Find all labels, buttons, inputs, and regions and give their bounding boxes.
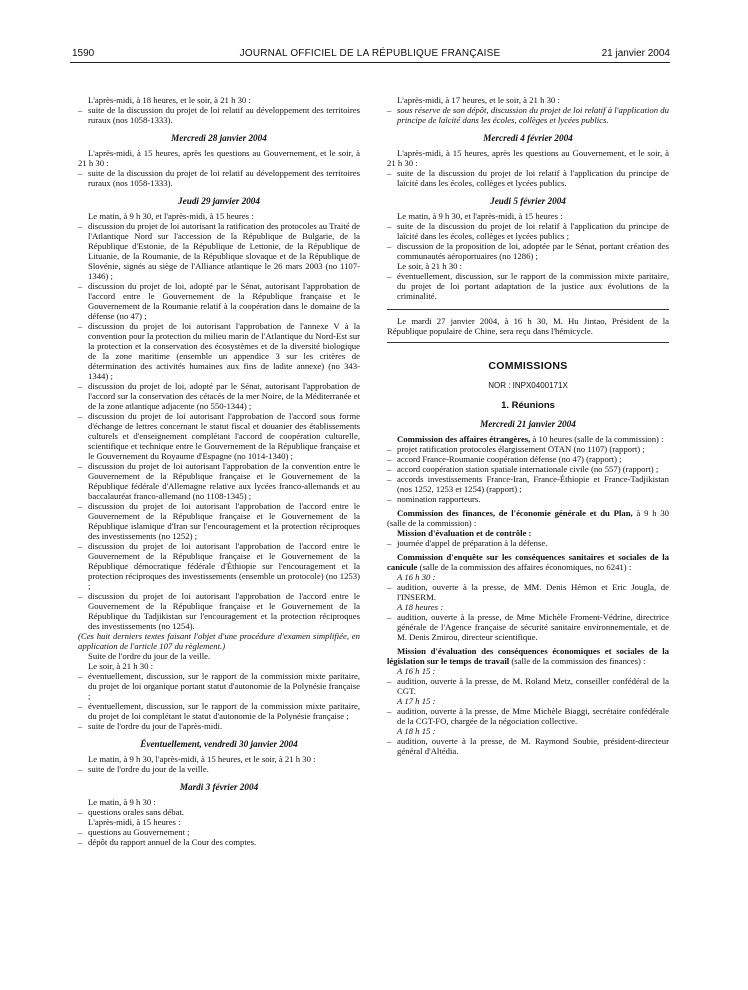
paragraph: Le matin, à 9 h 30 :	[88, 797, 156, 807]
list-item: – discussion du projet de loi autorisant l'approbation de la convention entre le Gouvernement de la République française et le Gouvernement de la République fédérale d'Allemagne relative aux lycées franco-allemands et au baccalauréat franco-allemand (no 1108-1345) ;	[78, 461, 360, 501]
list-item: – suite de l'ordre du jour de la veille.	[78, 764, 360, 774]
item-list	[387, 612, 669, 642]
paragraph: L'après-midi, à 17 heures, et le soir, à 21 h 30 :	[397, 95, 560, 105]
list-item: – discussion du projet de loi, adopté par le Sénat, autorisant l'approbation de l'accord entre le Gouvernement de la République française et le Gouvernement de la Roumanie relatif à la coopération dans le domaine de la défense (no 47) ;	[78, 281, 360, 321]
item-list	[78, 105, 360, 125]
paragraph: L'après-midi, à 15 heures :	[88, 817, 181, 827]
list-item: – suite de la discussion du projet de loi relatif au développement des territoires ruraux (nos 1058-1333).	[78, 168, 360, 188]
item-list	[387, 538, 669, 548]
list-item: – dépôt du rapport annuel de la Cour des comptes.	[78, 837, 360, 847]
left-column	[78, 95, 360, 847]
commission-heading	[387, 434, 669, 444]
day-heading: Mercredi 21 janvier 2004	[480, 419, 576, 429]
right-column	[387, 95, 669, 756]
commission-heading	[387, 552, 669, 572]
list-item: – discussion du projet de loi autorisant la ratification des protocoles au Traité de l'Atlantique Nord sur l'accession de la République de Bulgarie, de la République d'Estonie, de la République de Lettonie, de la République de Lituanie, de la Roumanie, de la République slovaque et de la République de Slovénie, signés au siège de l'Alliance atlantique le 26 mars 2003 (no 1107-1346) ;	[78, 221, 360, 281]
page-number: 1590	[72, 48, 95, 59]
notice-box	[387, 309, 669, 343]
notice-text: Le mardi 27 janvier 2004, à 16 h 30, M. Hu Jintao, Président de la République populaire de Chine, sera reçu dans l'hémicycle.	[387, 316, 669, 336]
item-list	[78, 221, 360, 631]
list-item: – suite de la discussion du projet de loi relatif au développement des territoires ruraux (nos 1058-1333).	[78, 105, 360, 125]
commission-name: Commission des affaires étrangères,	[397, 434, 531, 444]
list-item: – discussion du projet de loi autorisant l'approbation de l'accord entre le Gouvernement de la République française et le Gouvernement de la République islamique d'Iran sur l'encouragement et la protection réciproques des investissements (no 1252) ;	[78, 501, 360, 541]
time-label: A 16 h 30 :	[397, 572, 436, 582]
subsection-title: 1. Réunions	[501, 400, 555, 411]
paragraph: Suite de l'ordre du jour de la veille.	[88, 651, 211, 661]
time-label: A 18 h 15 :	[397, 726, 436, 736]
list-item: – suite de l'ordre du jour de l'après-midi.	[78, 721, 360, 731]
day-heading: Jeudi 29 janvier 2004	[178, 196, 260, 206]
commission-heading	[387, 508, 669, 528]
mission-label: Mission d'évaluation et de contrôle :	[397, 528, 532, 538]
commission-name: Commission d'enquête sur les conséquences sanitaires et sociales de la canicule	[387, 552, 669, 572]
time-label: A 17 h 15 :	[397, 696, 436, 706]
day-heading: Mercredi 28 janvier 2004	[171, 133, 267, 143]
paragraph: Le soir, à 21 h 30 :	[397, 261, 463, 271]
list-item: – audition, ouverte à la presse, de Mme Michèle Froment-Védrine, directrice générale de l'Agence française de sécurité sanitaire environnementale, et de M. Denis Zmirou, directeur scientifique.	[387, 612, 669, 642]
list-item: – audition, ouverte à la presse, de M. Raymond Soubie, président-directeur général d'Altédia.	[387, 736, 669, 756]
item-list	[387, 706, 669, 726]
list-item: – accord coopération station spatiale internationale civile (no 557) (rapport) ;	[387, 464, 669, 474]
commission-details: (salle de la commission des affaires économiques, no 6241) :	[419, 562, 632, 572]
list-item: – suite de la discussion du projet de loi relatif à l'application du principe de laïcité dans les écoles, collèges et lycées publics ;	[387, 221, 669, 241]
list-item: – discussion du projet de loi autorisant l'approbation de l'accord sous forme d'échange de lettres concernant le statut fiscal et douanier des établissements culturels et d'enseignement complétant l'accord de coopération culturelle, scientifique et technique entre le Gouvernement de la République française et le Gouvernement du Royaume d'Espagne (no 1014-1340) ;	[78, 411, 360, 461]
list-item: – discussion du projet de loi autorisant l'approbation de l'accord entre le Gouvernement de la République française et le Gouvernement de la République démocratique fédérale d'Éthiopie sur l'encouragement et la protection réciproques des investissements (ensemble un protocole) (no 1253) ;	[78, 541, 360, 591]
list-item: – audition, ouverte à la presse, de MM. Denis Hémon et Eric Jougla, de l'INSERM.	[387, 582, 669, 602]
list-item: – questions au Gouvernement ;	[78, 827, 360, 837]
list-item: – audition, ouverte à la presse, de M. Roland Metz, conseiller confédéral de la CGT.	[387, 676, 669, 696]
item-list	[387, 676, 669, 696]
paragraph: Le soir, à 21 h 30 :	[88, 661, 154, 671]
item-list	[387, 582, 669, 602]
section-title: COMMISSIONS	[488, 360, 568, 372]
header-rule	[70, 62, 670, 63]
list-item: – éventuellement, discussion, sur le rapport de la commission mixte paritaire, du projet de loi portant adaptation de la justice aux évolutions de la criminalité.	[387, 271, 669, 301]
procedure-note: (Ces huit derniers textes faisant l'objet d'une procédure d'examen simplifiée, en application de l'article 107 du règlement.)	[78, 631, 360, 651]
time-label: A 16 h 15 :	[397, 666, 436, 676]
commission-details: à 9 h 30 (salle de la commission) :	[387, 508, 670, 528]
item-list	[387, 221, 669, 261]
list-item: – sous réserve de son dépôt, discussion du projet de loi relatif à l'application du principe de laïcité dans les écoles, collèges et lycées publics.	[387, 105, 669, 125]
list-item: – accords investissements France-Iran, France-Éthiopie et France-Tadjikistan (nos 1252, 1253 et 1254) (rapport) ;	[387, 474, 669, 494]
item-list	[78, 168, 360, 188]
list-item: – questions orales sans débat.	[78, 807, 360, 817]
time-label: A 18 heures :	[397, 602, 444, 612]
list-item: – accord France-Roumanie coopération défense (no 47) (rapport) ;	[387, 454, 669, 464]
list-item: – discussion de la proposition de loi, adoptée par le Sénat, portant création des communautés aéroportuaires (no 1286) ;	[387, 241, 669, 261]
commission-details: à 10 heures (salle de la commission) :	[532, 434, 664, 444]
item-list	[387, 168, 669, 188]
paragraph: Le matin, à 9 h 30, et l'après-midi, à 15 heures :	[397, 211, 563, 221]
issue-date: 21 janvier 2004	[601, 48, 670, 59]
nor-reference: NOR : INPX0400171X	[488, 381, 568, 390]
item-list	[387, 271, 669, 301]
day-heading: Éventuellement, vendredi 30 janvier 2004	[140, 739, 298, 749]
item-list	[78, 671, 360, 731]
list-item: – discussion du projet de loi autorisant l'approbation de l'accord entre le Gouvernement de la République française et le Gouvernement de la République du Tadjikistan sur l'encouragement et la protection réciproques des investissements (no 1254).	[78, 591, 360, 631]
day-heading: Jeudi 5 février 2004	[490, 196, 566, 206]
commission-name: Commission des finances, de l'économie générale et du Plan,	[397, 508, 633, 518]
item-list	[78, 827, 360, 847]
item-list	[78, 764, 360, 774]
day-heading: Mardi 3 février 2004	[179, 782, 259, 792]
paragraph: Le matin, à 9 h 30, l'après-midi, à 15 heures, et le soir, à 21 h 30 :	[88, 754, 316, 764]
list-item: – discussion du projet de loi autorisant l'approbation de l'annexe V à la convention pour la protection du milieu marin de l'Atlantique du Nord-Est sur la protection et la conservation des écosystèmes et de la diversité biologique de la zone maritime (ensemble un appendice 3 sur les critères de détermination des activités humaines aux fins de ladite annexe) (no 343-1344) ;	[78, 321, 360, 381]
paragraph: L'après-midi, à 15 heures, après les questions au Gouvernement, et le soir, à 21 h 30 :	[387, 148, 669, 168]
day-heading: Mercredi 4 février 2004	[483, 133, 573, 143]
item-list	[387, 444, 669, 504]
list-item: – suite de la discussion du projet de loi relatif à l'application du principe de laïcité dans les écoles, collèges et lycées publics.	[387, 168, 669, 188]
commission-details: (salle de la commission des finances) :	[511, 656, 646, 666]
list-item: – journée d'appel de préparation à la défense.	[387, 538, 669, 548]
journal-title: JOURNAL OFFICIEL DE LA RÉPUBLIQUE FRANÇAISE	[239, 48, 501, 59]
item-list	[387, 105, 669, 125]
list-item: – projet ratification protocoles élargissement OTAN (no 1107) (rapport) ;	[387, 444, 669, 454]
commission-heading	[387, 646, 669, 666]
list-item: – nomination rapporteurs.	[387, 494, 669, 504]
list-item: – éventuellement, discussion, sur le rapport de la commission mixte paritaire, du projet de loi complétant le statut d'autonomie de la Polynésie française ;	[78, 701, 360, 721]
list-item: – discussion du projet de loi, adopté par le Sénat, autorisant l'approbation de l'accord sur la conservation des cétacés de la mer Noire, de la Méditerranée et de la zone atlantique adjacente (no 550-1344) ;	[78, 381, 360, 411]
item-list	[78, 807, 360, 817]
paragraph: L'après-midi, à 15 heures, après les questions au Gouvernement, et le soir, à 21 h 30 :	[78, 148, 360, 168]
item-list	[387, 736, 669, 756]
paragraph: L'après-midi, à 18 heures, et le soir, à 21 h 30 :	[88, 95, 251, 105]
paragraph: Le matin, à 9 h 30, et l'après-midi, à 15 heures :	[88, 211, 254, 221]
list-item: – éventuellement, discussion, sur le rapport de la commission mixte paritaire, du projet de loi organique portant statut d'autonomie de la Polynésie française ;	[78, 671, 360, 701]
list-item: – audition, ouverte à la presse, de Mme Michèle Biaggi, secrétaire confédérale de la CGT-FO, chargée de la négociation collective.	[387, 706, 669, 726]
commission-name: Mission d'évaluation des conséquences économiques et sociales de la législation sur le temps de travail	[387, 646, 669, 666]
